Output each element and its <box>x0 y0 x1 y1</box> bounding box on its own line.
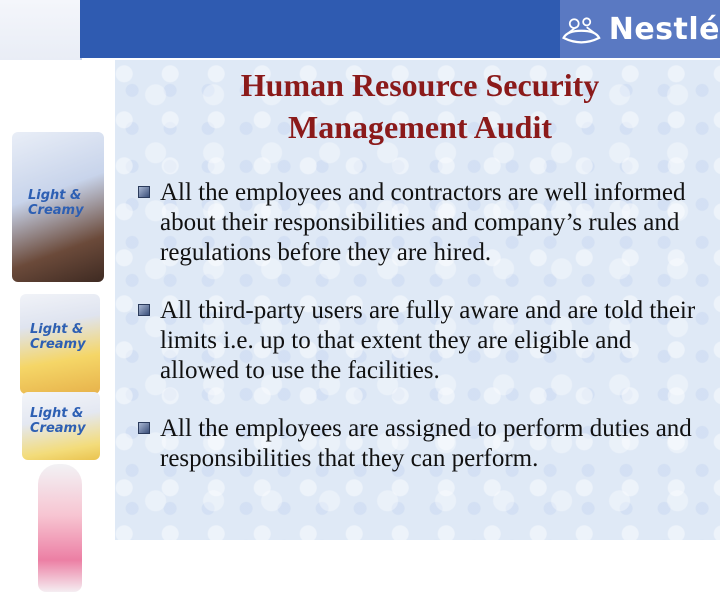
bullet-text: All third-party users are fully aware and are told their limits i.e. up to that extent they are eligible and allowed to use the facilities. <box>160 297 696 384</box>
bullet-text: All the employees and contractors are well informed about their responsibilities and company’s rules and regulations before they are hired. <box>160 179 686 266</box>
bullet-item <box>132 414 712 474</box>
product-label: Light & Creamy <box>30 406 86 436</box>
bullet-item <box>132 178 712 268</box>
header-left-panel <box>0 0 82 60</box>
bullet-square-icon <box>138 186 150 198</box>
bullet-text: All the employees are assigned to perform duties and responsibilities that they can perform. <box>160 415 692 472</box>
product-label: Light & Creamy <box>30 322 86 352</box>
product-image-strip <box>0 60 115 540</box>
slide-title <box>120 64 720 148</box>
title-line-1: Human Resource Security <box>240 67 600 103</box>
ice-cream-stick <box>38 464 82 592</box>
title-line-2: Management Audit <box>288 109 552 145</box>
header-bar <box>0 0 720 60</box>
header-blue-band <box>80 0 560 58</box>
nestle-nest-icon <box>560 9 603 49</box>
nestle-logo <box>560 0 720 58</box>
bullet-square-icon <box>138 304 150 316</box>
logo-wordmark: Nestlé <box>608 11 720 47</box>
bullet-item <box>132 296 712 386</box>
bullet-square-icon <box>138 422 150 434</box>
bullet-list <box>132 178 712 502</box>
product-label: Light & Creamy <box>28 188 84 218</box>
